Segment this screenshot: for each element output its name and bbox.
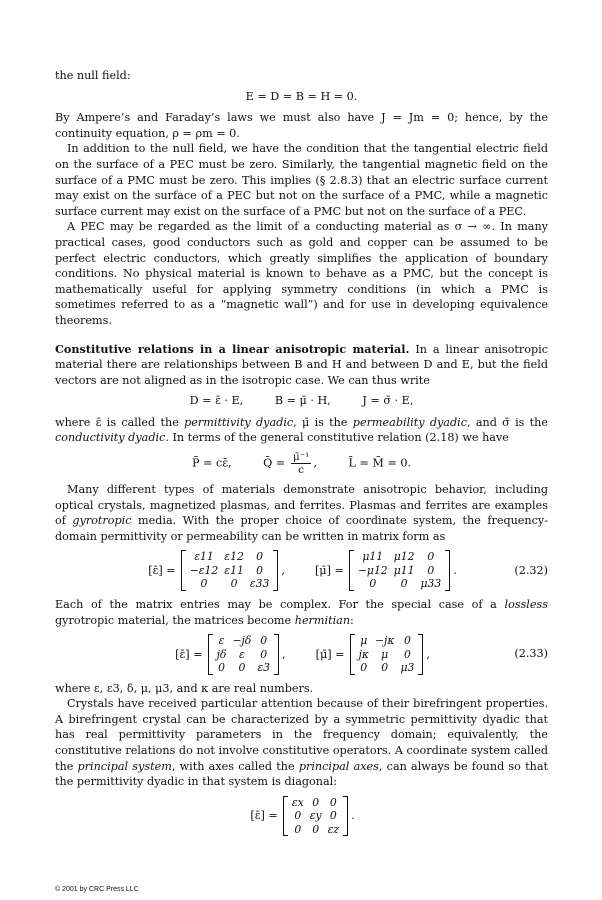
matrix-entry: 0 (427, 550, 435, 564)
copyright-footer: © 2001 by CRC Press LLC (55, 886, 139, 893)
paragraph-tangential: In addition to the null field, we have the condition that the tangential electric field on the surface of a PEC must be zero. Similarly, the tangential magnetic field on the surface of a PMC must be zero. This implies (§ 2.8.3) that an electric surface current may exist on the surface of a PEC but not on the surface of a PMC, while a magnetic surface current may exist on the surface of a PMC but not on the surface of a PEC. (55, 142, 548, 218)
matrix-entry: 0 (403, 647, 411, 661)
equation-number-2-33: (2.33) (514, 647, 548, 661)
matrix-entry: μ11 (362, 550, 384, 564)
matrix-entry: ε12 (224, 550, 244, 564)
matrix-entry: ε (218, 634, 225, 648)
paragraph-pec: A PEC may be regarded as the limit of a conducting material as σ → ∞. In many practical cases, good conductors such as gold and copper can be assumed to be perfect electric conductors, which greatly simplifies the application of boundary conditions. No physical material is known to behave as a PMC, but the concept is mathematically useful for applying symmetry conditions (in which a PMC is sometimes referred to as a “magnetic wall”) and for use in developing equivalence theorems. (55, 220, 548, 327)
matrix-entry: −ε12 (189, 563, 219, 577)
eq-q-den: c (298, 464, 305, 477)
t8: gyrotropic material, the matrices become (55, 613, 292, 627)
matrix-entry: −μ12 (357, 563, 388, 577)
diag-label: [ε̄] = (250, 809, 278, 823)
matrix-entry: ε11 (224, 563, 244, 577)
t3: , and σ̄ is the (466, 415, 548, 429)
eq-b: B = μ̄ · H, (274, 394, 331, 408)
matrix-entry: μ (360, 634, 368, 648)
matrix-entry: ε3 (257, 661, 271, 675)
eq232-label-mu: [μ̄] = (314, 563, 344, 577)
eq233-label-eps: [ε̄] = (175, 647, 203, 661)
matrix-eps-233 (208, 634, 279, 675)
intro-text: the null field: (55, 69, 131, 82)
matrix-entry: 0 (381, 661, 389, 675)
equation-general: P̄ = cε̄, Q̄ = $\frac{\text{μ̄⁻¹}}{c}$ , L̄ = M̄ = 0. (191, 451, 412, 477)
eq-d: D = ε̄ · E, (189, 394, 244, 408)
matrix-entry: ε11 (194, 550, 214, 564)
matrix-entry: −jκ (374, 634, 395, 648)
matrix-entry: 0 (312, 822, 320, 836)
equation-null-field: E = D = B = H = 0. (245, 89, 358, 103)
equation-diagonal: [ε̄] = εx 0 0 0 εy 0 0 0 εz . (250, 795, 355, 836)
matrix-entry: ε33 (249, 577, 270, 591)
t2: , μ̄ is the (293, 415, 348, 429)
term-conductivity-dyadic: conductivity dyadic (55, 431, 166, 445)
equation-2-33: [ε̄] = ε −jδ 0 jδ ε 0 0 0 ε3 , [μ̄] = μ −jκ 0 jκ μ 0 0 0 μ3 , (2.33) (175, 634, 548, 675)
matrix-entry: 0 (260, 634, 268, 648)
term-hermitian: hermitian (294, 613, 351, 627)
matrix-entry: 0 (294, 822, 302, 836)
matrix-entry: ε (238, 647, 245, 661)
t9: Crystals have received particular attention because of their birefringent properties. A birefringent crystal can be characterized by a symmetric permittivity dyadic that has real permittivity parameters in the frequency domain; equivalently, the constitutive relations do not involve constitutive operators. A coordinate system called the (55, 697, 548, 773)
matrix-entry: −jδ (232, 634, 252, 648)
eq-q-num: μ̄⁻¹ (292, 451, 310, 464)
matrix-entry: 0 (200, 577, 208, 591)
t4: . In terms of the general constitutive relation (2.18) we have (165, 431, 509, 445)
equation-relations (55, 393, 548, 409)
eq-j: J = σ̄ · E, (362, 394, 414, 408)
matrix-entry: μ (381, 647, 389, 661)
term-principal-axes: principal axes (298, 759, 379, 773)
matrix-entry: 0 (329, 809, 337, 823)
matrix-entry: jκ (358, 647, 369, 661)
matrix-entry: 0 (369, 577, 377, 591)
matrix-entry: 0 (403, 634, 411, 648)
matrix-entry: jδ (216, 647, 227, 661)
matrix-entry: μ3 (400, 661, 415, 675)
eq233-label-mu: [μ̄] = (315, 647, 345, 661)
term-gyrotropic: gyrotropic (72, 514, 132, 528)
matrix-mu-233 (350, 634, 424, 675)
matrix-entry: μ11 (393, 563, 415, 577)
matrix-eps-232 (181, 550, 279, 591)
matrix-entry: μ12 (393, 550, 415, 564)
term-principal-system: principal system (77, 759, 172, 773)
paragraph-each-entry: Each of the matrix entries may be complex. For the special case of a lossless gyrotropic material, the matrices become hermitian: (55, 597, 548, 627)
eq232-label-eps: [ε̄] = (148, 563, 176, 577)
paragraph-real-numbers: where ε, ε3, δ, μ, μ3, and κ are real numbers. (55, 681, 314, 695)
equation-number-2-32: (2.32) (514, 563, 548, 577)
matrix-entry: εz (327, 822, 340, 836)
page-body (55, 68, 548, 842)
eq-p: P̄ = cε̄, (191, 456, 232, 470)
matrix-diagonal (283, 796, 348, 837)
term-permittivity-dyadic: permittivity dyadic (184, 415, 294, 429)
t10: , with axes called the (171, 759, 295, 773)
paragraph-anisotropic (55, 342, 548, 389)
paragraph-crystals (55, 696, 548, 790)
t6: media. With the proper choice of coordinate system, the frequency-domain permittivity or permeability can be written in matrix form as (55, 514, 549, 543)
matrix-entry: 0 (312, 795, 320, 809)
matrix-entry: 0 (400, 577, 408, 591)
matrix-entry: 0 (256, 550, 264, 564)
term-permeability-dyadic: permeability dyadic (352, 415, 467, 429)
paragraph-anisotropic-text: In a linear anisotropic material there are relationships between B and H and between D and E, but the field vectors are not aligned as in the isotropic case. We can thus write (55, 342, 548, 387)
paragraph-ampere: By Ampere’s and Faraday’s laws we must also have J = Jm = 0; hence, by the continuity equation, ρ = ρm = 0. (55, 111, 548, 140)
t1: where ε̄ is called the (55, 415, 179, 429)
section-heading: Constitutive relations in a linear anisotropic material. (55, 341, 410, 356)
equation-2-32: [ε̄] = ε11 ε12 0 −ε12 ε11 0 0 0 ε33 , [μ̄] = μ11 μ12 0 −μ12 μ11 0 0 0 μ33 . (2.32) (148, 550, 548, 591)
matrix-entry: 0 (238, 661, 246, 675)
matrix-entry: 0 (230, 577, 238, 591)
paragraph-many-types (55, 482, 548, 544)
paragraph-dyadics (55, 415, 548, 446)
matrix-entry: 0 (329, 795, 337, 809)
matrix-entry: 0 (256, 563, 264, 577)
eq-l: L̄ = M̄ = 0. (348, 456, 412, 470)
eq-q-fraction (291, 451, 312, 476)
matrix-entry: 0 (294, 809, 302, 823)
eq-q-lhs: Q̄ = (263, 456, 286, 470)
t11: , can always be found so that the permittivity dyadic in that system is diagonal: (55, 759, 548, 789)
matrix-entry: μ33 (420, 577, 442, 591)
matrix-entry: 0 (360, 661, 368, 675)
matrix-entry: εy (309, 809, 322, 823)
term-lossless: lossless (504, 597, 548, 611)
matrix-entry: 0 (427, 563, 435, 577)
matrix-mu-232 (349, 550, 450, 591)
t7: Each of the matrix entries may be complex. For the special case of a (55, 597, 497, 611)
matrix-entry: 0 (218, 661, 225, 675)
matrix-entry: 0 (260, 647, 268, 661)
t5: Many different types of materials demonstrate anisotropic behavior, including optical crystals, magnetized plasmas, and ferrites. Plasmas and ferrites are examples of (55, 483, 548, 528)
matrix-entry: εx (291, 795, 304, 809)
